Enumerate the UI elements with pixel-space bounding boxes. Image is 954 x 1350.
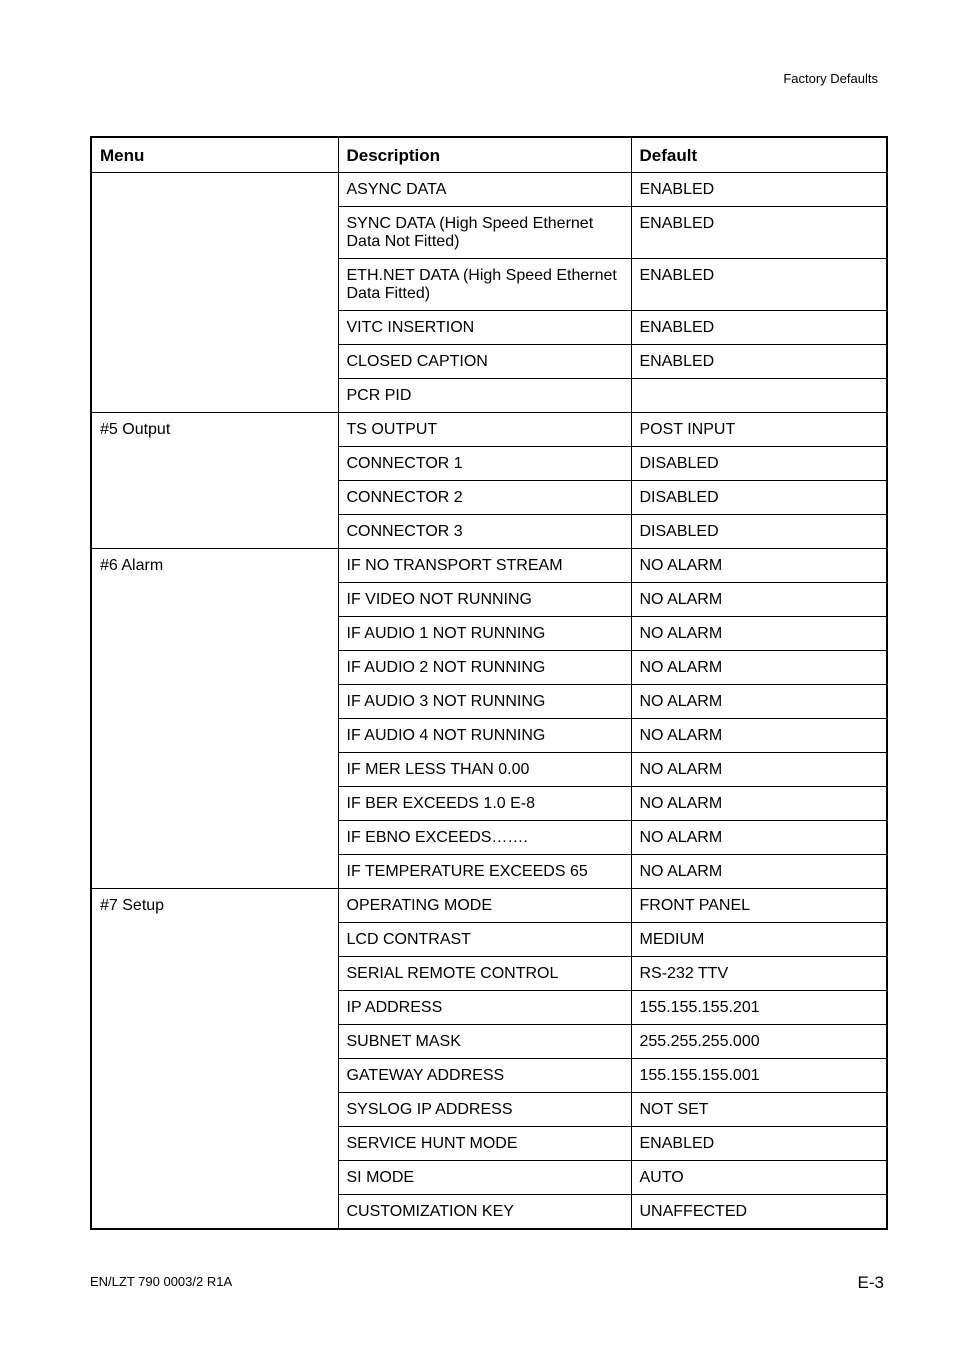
- description-cell: IF TEMPERATURE EXCEEDS 65: [338, 855, 631, 889]
- description-cell: SYSLOG IP ADDRESS: [338, 1093, 631, 1127]
- document-id: EN/LZT 790 0003/2 R1A: [90, 1274, 233, 1289]
- description-cell: IF MER LESS THAN 0.00: [338, 753, 631, 787]
- default-value-cell: NO ALARM: [631, 583, 887, 617]
- default-value-cell: NO ALARM: [631, 787, 887, 821]
- description-cell: ETH.NET DATA (High Speed Ethernet Data Fitted): [338, 259, 631, 311]
- description-cell: TS OUTPUT: [338, 413, 631, 447]
- column-header-default: Default: [631, 137, 887, 173]
- default-value-cell: ENABLED: [631, 259, 887, 311]
- description-cell: IF NO TRANSPORT STREAM: [338, 549, 631, 583]
- default-value-cell: DISABLED: [631, 481, 887, 515]
- default-value-cell: [631, 379, 887, 413]
- table-row: [91, 173, 887, 207]
- description-cell: OPERATING MODE: [338, 889, 631, 923]
- default-value-cell: NO ALARM: [631, 617, 887, 651]
- default-value-cell: NO ALARM: [631, 855, 887, 889]
- description-cell: ASYNC DATA: [338, 173, 631, 207]
- description-cell: SERIAL REMOTE CONTROL: [338, 957, 631, 991]
- table-row: [91, 549, 887, 583]
- description-cell: SYNC DATA (High Speed Ethernet Data Not Fitted): [338, 207, 631, 259]
- table-body: [91, 173, 887, 1230]
- description-cell: IP ADDRESS: [338, 991, 631, 1025]
- default-value-cell: NO ALARM: [631, 719, 887, 753]
- default-value-cell: DISABLED: [631, 515, 887, 549]
- default-value-cell: FRONT PANEL: [631, 889, 887, 923]
- description-cell: IF AUDIO 3 NOT RUNNING: [338, 685, 631, 719]
- default-value-cell: NO ALARM: [631, 753, 887, 787]
- default-value-cell: ENABLED: [631, 311, 887, 345]
- menu-cell: #5 Output: [91, 413, 338, 549]
- description-cell: SUBNET MASK: [338, 1025, 631, 1059]
- default-value-cell: 255.255.255.000: [631, 1025, 887, 1059]
- description-cell: IF AUDIO 2 NOT RUNNING: [338, 651, 631, 685]
- description-cell: LCD CONTRAST: [338, 923, 631, 957]
- default-value-cell: RS-232 TTV: [631, 957, 887, 991]
- default-value-cell: 155.155.155.201: [631, 991, 887, 1025]
- column-header-menu: Menu: [91, 137, 338, 173]
- description-cell: IF BER EXCEEDS 1.0 E-8: [338, 787, 631, 821]
- menu-cell: [91, 173, 338, 413]
- column-header-description: Description: [338, 137, 631, 173]
- table-row: [91, 413, 887, 447]
- default-value-cell: DISABLED: [631, 447, 887, 481]
- table-header-row: [91, 137, 887, 173]
- description-cell: CONNECTOR 1: [338, 447, 631, 481]
- description-cell: CONNECTOR 3: [338, 515, 631, 549]
- default-value-cell: NO ALARM: [631, 685, 887, 719]
- description-cell: SI MODE: [338, 1161, 631, 1195]
- default-value-cell: UNAFFECTED: [631, 1195, 887, 1230]
- default-value-cell: ENABLED: [631, 173, 887, 207]
- default-value-cell: POST INPUT: [631, 413, 887, 447]
- description-cell: VITC INSERTION: [338, 311, 631, 345]
- menu-cell: #7 Setup: [91, 889, 338, 1230]
- description-cell: CONNECTOR 2: [338, 481, 631, 515]
- description-cell: IF AUDIO 1 NOT RUNNING: [338, 617, 631, 651]
- description-cell: PCR PID: [338, 379, 631, 413]
- description-cell: IF EBNO EXCEEDS…….: [338, 821, 631, 855]
- default-value-cell: ENABLED: [631, 207, 887, 259]
- menu-cell: #6 Alarm: [91, 549, 338, 889]
- description-cell: SERVICE HUNT MODE: [338, 1127, 631, 1161]
- factory-defaults-table: [90, 136, 888, 1230]
- default-value-cell: MEDIUM: [631, 923, 887, 957]
- running-head: Factory Defaults: [783, 71, 878, 86]
- default-value-cell: NOT SET: [631, 1093, 887, 1127]
- default-value-cell: NO ALARM: [631, 549, 887, 583]
- table-row: [91, 889, 887, 923]
- page-number: E-3: [857, 1273, 884, 1292]
- description-cell: CLOSED CAPTION: [338, 345, 631, 379]
- default-value-cell: NO ALARM: [631, 821, 887, 855]
- description-cell: IF AUDIO 4 NOT RUNNING: [338, 719, 631, 753]
- description-cell: IF VIDEO NOT RUNNING: [338, 583, 631, 617]
- description-cell: CUSTOMIZATION KEY: [338, 1195, 631, 1230]
- default-value-cell: AUTO: [631, 1161, 887, 1195]
- default-value-cell: ENABLED: [631, 345, 887, 379]
- default-value-cell: 155.155.155.001: [631, 1059, 887, 1093]
- default-value-cell: NO ALARM: [631, 651, 887, 685]
- default-value-cell: ENABLED: [631, 1127, 887, 1161]
- description-cell: GATEWAY ADDRESS: [338, 1059, 631, 1093]
